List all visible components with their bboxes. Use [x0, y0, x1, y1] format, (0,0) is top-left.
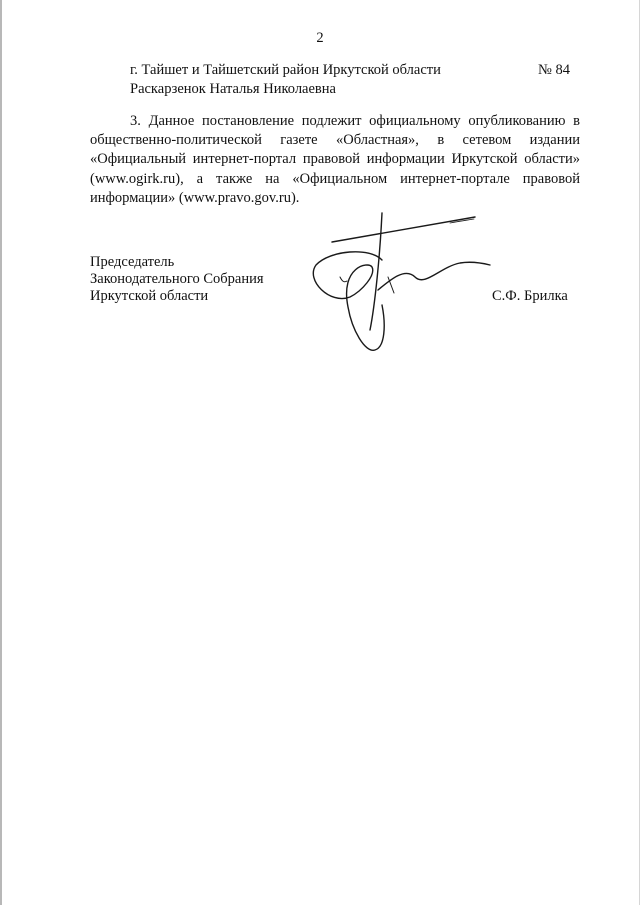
signatory-title-line1: Председатель [90, 254, 175, 270]
signature-stroke-loop [313, 252, 384, 350]
signatory-title-line2: Законодательного Собрания [90, 271, 264, 287]
signer-name: С.Ф. Брилка [492, 288, 568, 304]
header-person: Раскарзенок Наталья Николаевна [130, 81, 336, 97]
header-person-line [130, 80, 570, 98]
page-number: 2 [316, 30, 324, 46]
signature-stroke-tail [378, 262, 490, 290]
signature-stroke-vertical [370, 213, 382, 330]
signatory-title-line3: Иркутской области [90, 288, 209, 304]
header-location-line [130, 61, 570, 79]
header-location: г. Тайшет и Тайшетский район Иркутской области [130, 62, 441, 78]
signature-stroke-top [332, 217, 475, 242]
handwritten-signature-image [300, 205, 500, 365]
body-paragraph: 3. Данное постановление подлежит официальному опубликованию в общественно-политической газете «Областная», в сетевом издании «Официальный интернет-портал правовой информации Иркутской области» (www.ogirk.ru), а также на «Официальном интернет-портале правовой информации» (www.pravo.gov.ru). [90, 113, 580, 206]
document-number: № 84 [538, 62, 570, 78]
signature-stroke-small [340, 277, 347, 282]
page-left-edge [0, 0, 2, 905]
